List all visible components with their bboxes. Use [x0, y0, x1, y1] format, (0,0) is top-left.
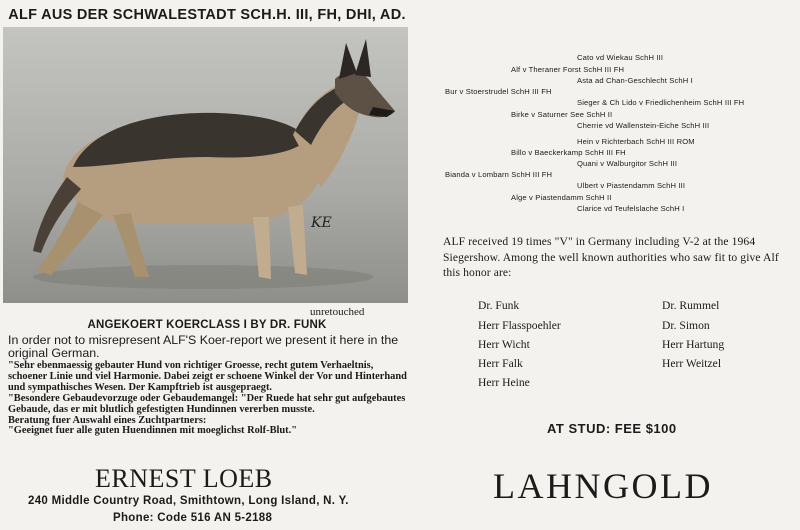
awards-text: ALF received 19 times "V" in Germany including V-2 at the 1964 Siegershow. Among the well known authorities who saw fit to give Alf this honor are: — [443, 235, 779, 279]
quote-paragraph: "Geeignet fuer alle guten Huendinnen mit moeglichst Rolf-Blut." — [8, 425, 297, 437]
judge-name: Dr. Simon — [662, 319, 710, 332]
quote-paragraph: "Besondere Gebaudevorzuge oder Gebaudemangel: "Der Ruede hat sehr gut aufgebautes Gebaude, das er mit blutlich gefestigten Hundinnen vererben musste. — [8, 392, 406, 415]
koer-report-quote — [8, 361, 408, 437]
pedigree-entry: Billo v Baeckerkamp SchH III FH — [511, 148, 626, 157]
stud-fee: AT STUD: FEE $100 — [547, 421, 677, 436]
judge-name: Herr Weitzel — [662, 357, 722, 370]
pedigree-entry: Bianda v Lombarn SchH III FH — [445, 170, 553, 179]
pedigree-entry: Hein v Richterbach SchH III ROM — [577, 137, 695, 146]
quote-paragraph: Beratung fuer Auswahl eines Zuchtpartners: — [8, 414, 207, 426]
pedigree-entry: Cato vd Wiekau SchH III — [577, 53, 664, 62]
korung-heading: ANGEKOERT KOERCLASS I BY DR. FUNK — [87, 319, 327, 331]
pedigree-entry: Clarice vd Teufelslache SchH I — [577, 204, 685, 213]
breeder-phone: Phone: Code 516 AN 5-2188 — [113, 512, 273, 524]
pedigree-entry: Ulbert v Piastendamm SchH III — [577, 181, 686, 190]
judge-name: Herr Falk — [478, 357, 523, 370]
pedigree-entry: Bur v Stoerstrudel SchH III FH — [445, 87, 552, 96]
photo-caption: unretouched — [310, 306, 365, 318]
judge-name: Herr Wicht — [478, 338, 530, 351]
kennel-name: LAHNGOLD — [493, 466, 713, 506]
pedigree-entry: Birke v Saturner See SchH II — [511, 110, 613, 119]
photo-signature: KE — [311, 215, 332, 231]
pedigree-entry: Quani v Walburgitor SchH III — [577, 159, 678, 168]
intro-text: In order not to misrepresent ALF'S Koer-report we present it here in the original German. — [8, 333, 399, 361]
pedigree-entry: Alge v Piastendamm SchH II — [511, 193, 612, 202]
dog-headline: ALF AUS DER SCHWALESTADT SCH.H. III, FH, DHI, AD. — [8, 7, 406, 23]
pedigree-entry: Alf v Theraner Forst SchH III FH — [511, 65, 625, 74]
pedigree-entry: Asta ad Chan-Geschlecht SchH I — [577, 76, 693, 85]
pedigree-entry: Cherrie vd Wallenstein-Eiche SchH III — [577, 121, 710, 130]
judge-name: Herr Heine — [478, 376, 530, 389]
judge-name: Herr Flasspoehler — [478, 319, 561, 332]
judge-name: Dr. Funk — [478, 299, 520, 312]
german-shepherd-photo — [3, 27, 408, 303]
dog-photo — [3, 27, 408, 303]
judge-name: Herr Hartung — [662, 338, 725, 351]
breeder-name: ERNEST LOEB — [95, 464, 273, 493]
quote-paragraph: "Sehr ebenmaessig gebauter Hund von richtiger Groesse, recht gutem Verhaeltnis, schoener Linie und viel Harmonie. Dabei zeigt er schoene Winkel der Vor und Hinterhand und sympathisches Wesen. Der Kampftrieb ist ausgepraegt. — [8, 360, 407, 393]
pedigree-entry: Sieger & Ch Lido v Friedlichenheim SchH III FH — [577, 98, 745, 107]
judge-name: Dr. Rummel — [662, 299, 720, 312]
breeder-address: 240 Middle Country Road, Smithtown, Long Island, N. Y. — [28, 495, 349, 507]
